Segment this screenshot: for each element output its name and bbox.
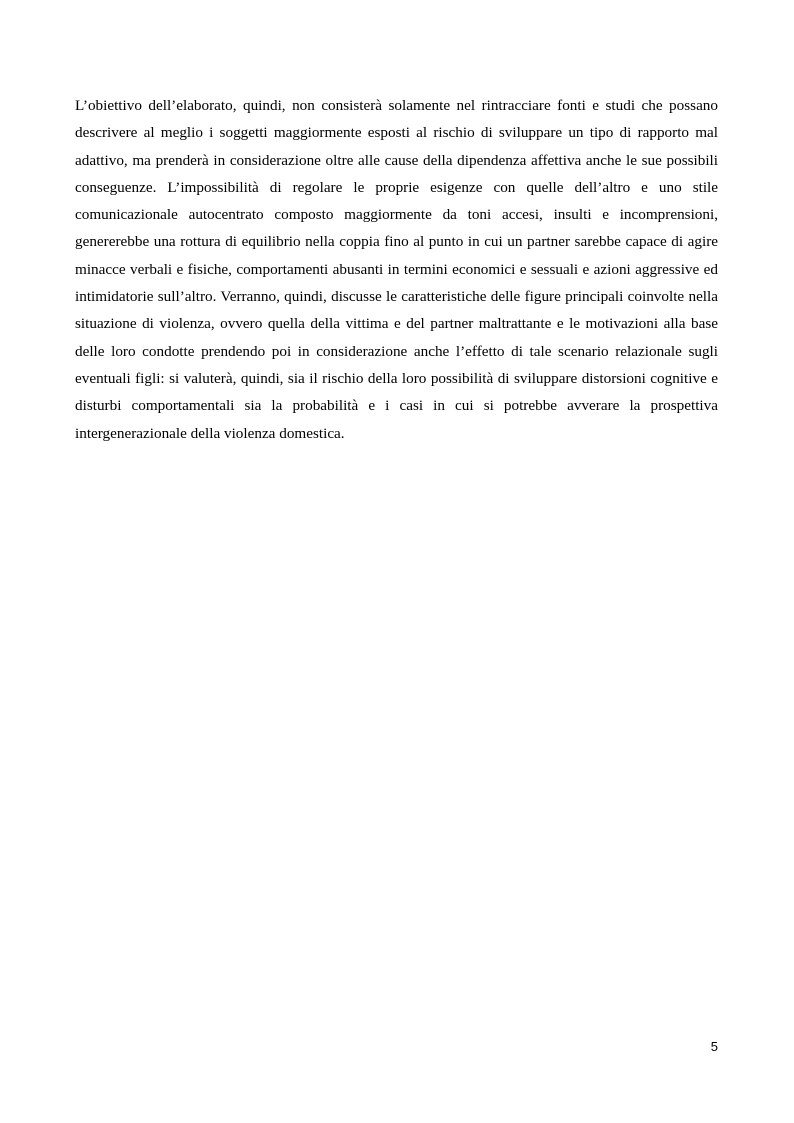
page-number: 5 [710, 1039, 718, 1054]
body-paragraph: L’obiettivo dell’elaborato, quindi, non consisterà solamente nel rintracciare fonti e studi che possano descrivere al meglio i soggetti maggiormente esposti al rischio di sviluppare un tipo di rapporto mal adattivo, ma prenderà in considerazione oltre alle cause della dipendenza affettiva anche le sue possibili conseguenze. L’impossibilità di regolare le proprie esigenze con quelle dell’altro e uno stile comunicazionale autocentrato composto maggiormente da toni accesi, insulti e incomprensioni, genererebbe una rottura di equilibrio nella coppia fino al punto in cui un partner sarebbe capace di agire minacce verbali e fisiche, comportamenti abusanti in termini economici e sessuali e azioni aggressive ed intimidatorie sull’altro. Verranno, quindi, discusse le caratteristiche delle figure principali coinvolte nella situazione di violenza, ovvero quella della vittima e del partner maltrattante e le motivazioni alla base delle loro condotte prendendo poi in considerazione anche l’effetto di tale scenario relazionale sugli eventuali figli: si valuterà, quindi, sia il rischio della loro possibilità di sviluppare distorsioni cognitive e disturbi comportamentali sia la probabilità e i casi in cui si potrebbe avverare la prospettiva intergenerazionale della violenza domestica. [75, 97, 718, 442]
